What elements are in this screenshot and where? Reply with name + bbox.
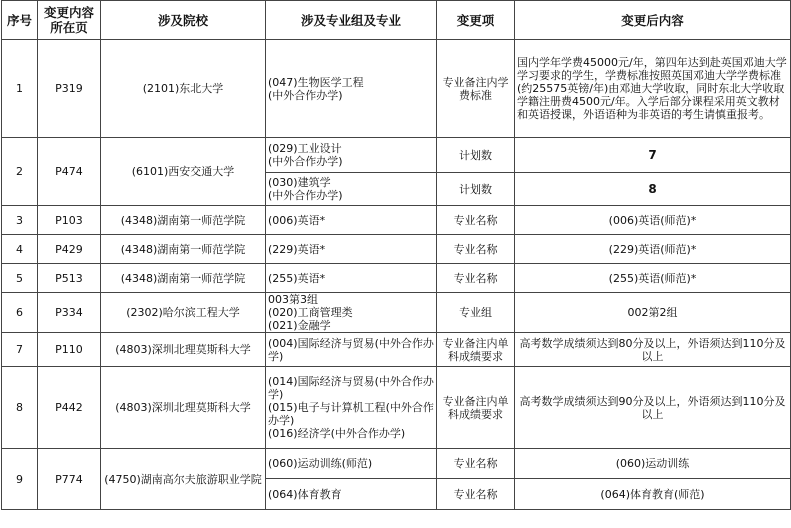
content-cell: 7 <box>515 138 791 173</box>
table-row <box>2 235 791 264</box>
page-cell: P319 <box>38 40 101 138</box>
content-cell: (255)英语(师范)* <box>515 264 791 293</box>
major-cell <box>266 479 437 510</box>
major-cell <box>266 449 437 479</box>
content-cell: 8 <box>515 173 791 206</box>
school-cell: (4803)深圳北理莫斯科大学 <box>101 367 266 449</box>
page-cell: P442 <box>38 367 101 449</box>
major-line: (047)生物医学工程 <box>268 75 364 89</box>
seq-cell: 5 <box>2 264 38 293</box>
table-row <box>2 264 791 293</box>
content-cell: (229)英语(师范)* <box>515 235 791 264</box>
table-row <box>2 293 791 333</box>
school-cell: (2101)东北大学 <box>101 40 266 138</box>
page-cell: P429 <box>38 235 101 264</box>
item-cell: 专业名称 <box>437 449 515 479</box>
major-cell <box>266 264 437 293</box>
item-cell: 专业备注内学费标准 <box>437 40 515 138</box>
table-body <box>2 40 791 510</box>
table-row <box>2 367 791 449</box>
header-content: 变更后内容 <box>515 1 791 40</box>
major-line: (060)运动训练(师范) <box>268 457 373 470</box>
major-line: (中外合作办学) <box>268 88 343 102</box>
school-cell: (4348)湖南第一师范学院 <box>101 235 266 264</box>
page-cell: P513 <box>38 264 101 293</box>
major-cell <box>266 206 437 235</box>
page-cell: P334 <box>38 293 101 333</box>
page-cell: P774 <box>38 449 101 510</box>
table-row <box>2 138 791 173</box>
major-line: 003第3组 <box>268 293 318 306</box>
major-line: (029)工业设计 <box>268 142 342 155</box>
major-line: (020)工商管理类 <box>268 306 353 319</box>
seq-cell: 6 <box>2 293 38 333</box>
major-line: (030)建筑学 <box>268 176 331 189</box>
header-page: 变更内容所在页 <box>38 1 101 40</box>
major-cell <box>266 138 437 173</box>
item-cell: 专业备注内单科成绩要求 <box>437 333 515 367</box>
major-line: (004)国际经济与贸易(中外合作办学) <box>268 336 434 363</box>
content-cell: 002第2组 <box>515 293 791 333</box>
major-cell <box>266 333 437 367</box>
major-line: (021)金融学 <box>268 319 331 332</box>
school-cell: (6101)西安交通大学 <box>101 138 266 206</box>
page-cell: P103 <box>38 206 101 235</box>
major-cell <box>266 40 437 138</box>
major-line: (006)英语* <box>268 213 326 227</box>
seq-cell: 1 <box>2 40 38 138</box>
table-row <box>2 333 791 367</box>
content-cell: 高考数学成绩须达到90分及以上，外语须达到110分及以上 <box>515 367 791 449</box>
content-cell: (060)运动训练 <box>515 449 791 479</box>
page-cell: P474 <box>38 138 101 206</box>
school-cell: (4803)深圳北理莫斯科大学 <box>101 333 266 367</box>
header-major: 涉及专业组及专业 <box>266 1 437 40</box>
seq-cell: 9 <box>2 449 38 510</box>
major-cell <box>266 235 437 264</box>
major-cell <box>266 367 437 449</box>
major-line: (255)英语* <box>268 271 326 285</box>
major-line: (中外合作办学) <box>268 155 343 168</box>
content-cell: (006)英语(师范)* <box>515 206 791 235</box>
seq-cell: 7 <box>2 333 38 367</box>
seq-cell: 2 <box>2 138 38 206</box>
item-cell: 专业备注内单科成绩要求 <box>437 367 515 449</box>
school-cell: (4348)湖南第一师范学院 <box>101 264 266 293</box>
header-row <box>2 1 791 40</box>
content-cell: (064)体育教育(师范) <box>515 479 791 510</box>
school-cell: (2302)哈尔滨工程大学 <box>101 293 266 333</box>
header-school: 涉及院校 <box>101 1 266 40</box>
major-line: (016)经济学(中外合作办学) <box>268 427 406 440</box>
school-cell: (4348)湖南第一师范学院 <box>101 206 266 235</box>
table-row <box>2 449 791 479</box>
header-seq: 序号 <box>2 1 38 40</box>
content-cell: 国内学年学费45000元/年，第四年达到赴英国邓迪大学学习要求的学生，学费标准按照英国邓迪大学学费标准(约25575英镑/年)由邓迪大学收取，同时东北大学收取学籍注册费4500元/年。入学后部分课程采用英文教材和英语授课，外语语种为非英语的考生请慎重报考。 <box>515 40 791 138</box>
item-cell: 专业组 <box>437 293 515 333</box>
change-table <box>1 0 791 510</box>
major-line: (229)英语* <box>268 242 326 256</box>
header-item: 变更项 <box>437 1 515 40</box>
item-cell: 专业名称 <box>437 206 515 235</box>
table-row <box>2 40 791 138</box>
item-cell: 专业名称 <box>437 264 515 293</box>
major-cell <box>266 173 437 206</box>
item-cell: 计划数 <box>437 138 515 173</box>
seq-cell: 8 <box>2 367 38 449</box>
item-cell: 专业名称 <box>437 235 515 264</box>
seq-cell: 4 <box>2 235 38 264</box>
major-line: (064)体育教育 <box>268 487 342 501</box>
item-cell: 计划数 <box>437 173 515 206</box>
seq-cell: 3 <box>2 206 38 235</box>
major-line: (中外合作办学) <box>268 189 343 202</box>
major-line: (014)国际经济与贸易(中外合作办学) <box>268 375 434 401</box>
major-line: (015)电子与计算机工程(中外合作办学) <box>268 401 434 427</box>
item-cell: 专业名称 <box>437 479 515 510</box>
table-row <box>2 206 791 235</box>
major-cell <box>266 293 437 333</box>
page-cell: P110 <box>38 333 101 367</box>
content-cell: 高考数学成绩须达到80分及以上，外语须达到110分及以上 <box>515 333 791 367</box>
school-cell: (4750)湖南高尔夫旅游职业学院 <box>101 449 266 510</box>
